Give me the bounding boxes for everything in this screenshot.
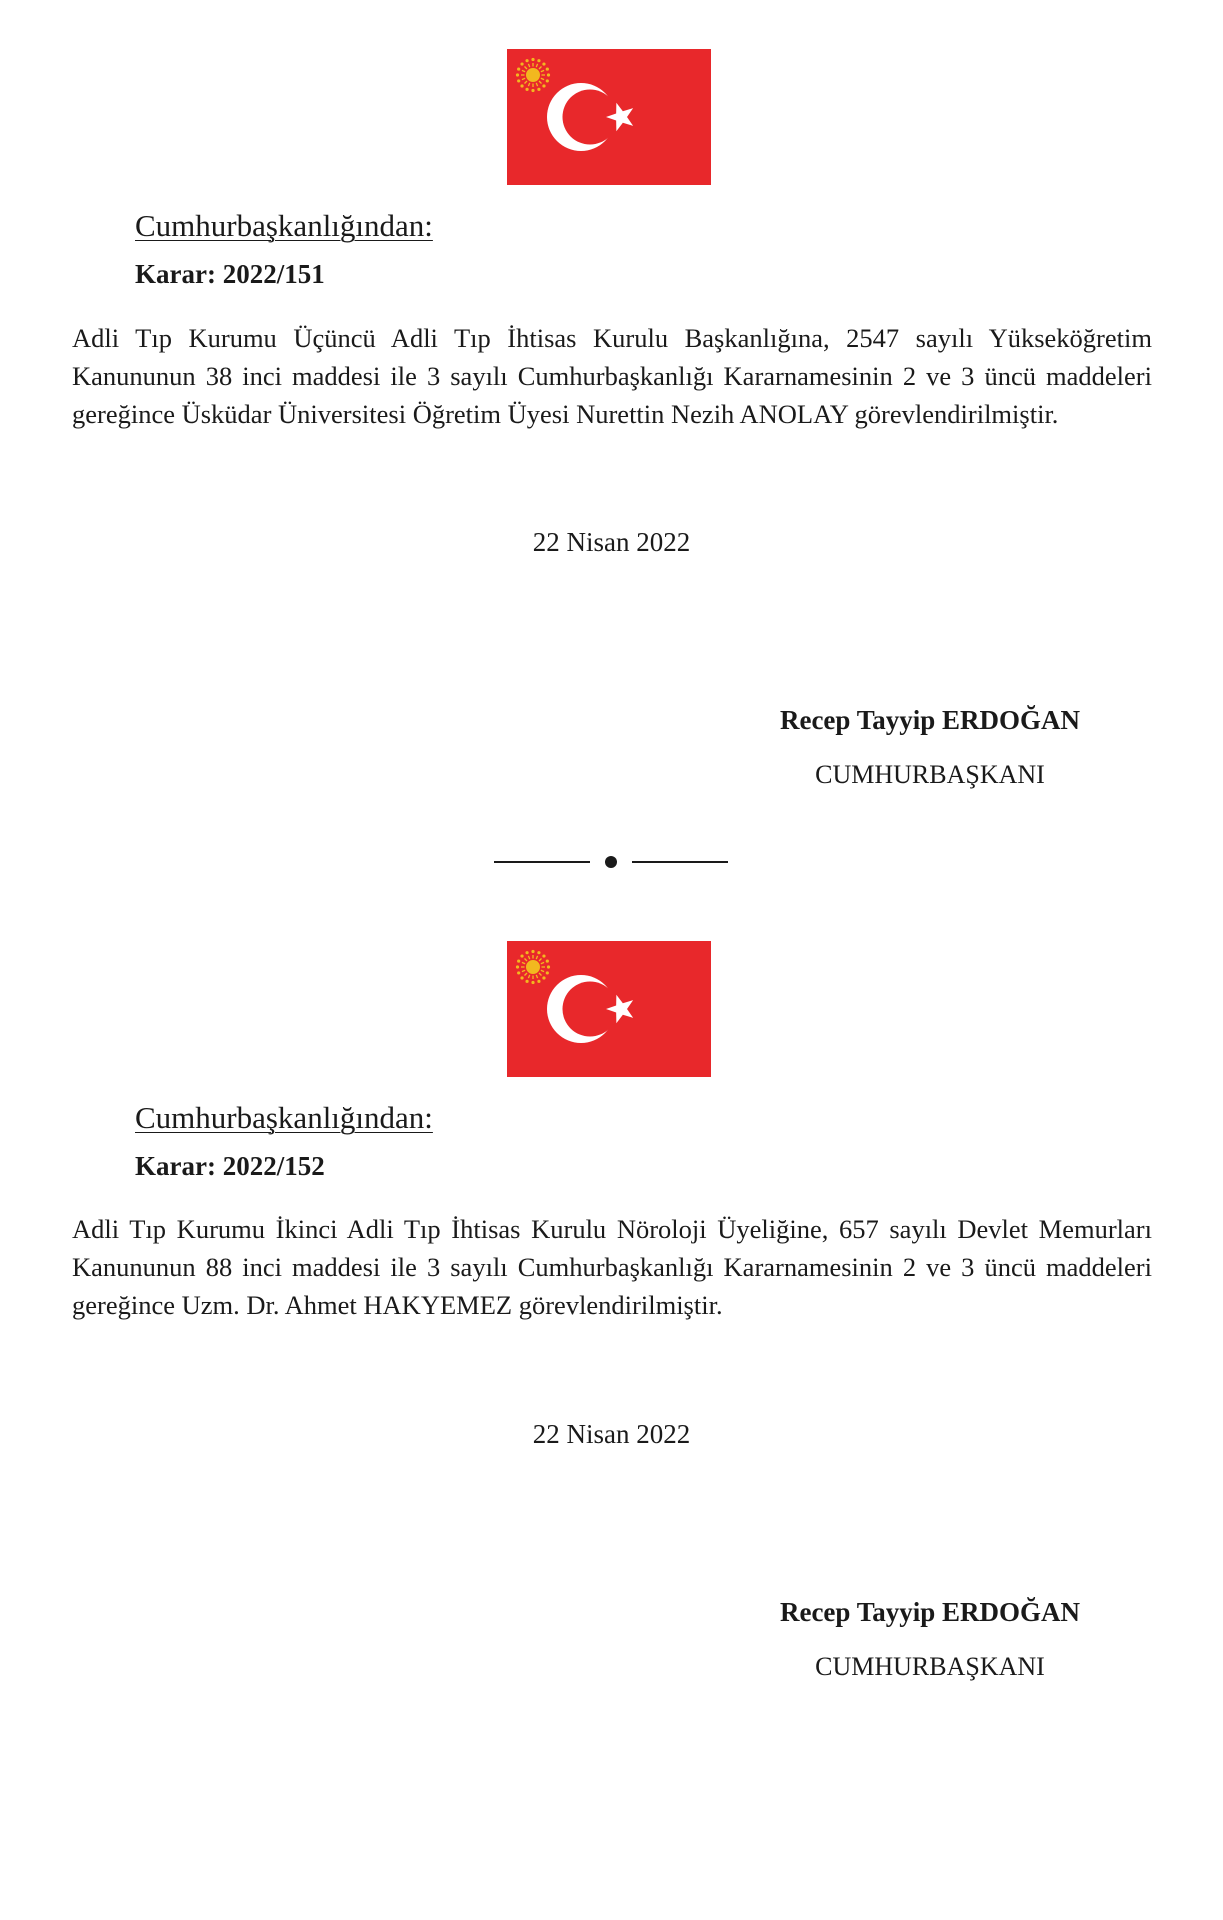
signatory-name: Recep Tayyip ERDOĞAN (779, 705, 1081, 735)
decree-body: Adli Tıp Kurumu Üçüncü Adli Tıp İhtisas Kurulu Başkanlığına, 2547 sayılı Yükseköğretim Kanununun 38 inci maddesi ile 3 sayılı Cumhurbaşkanlığı Kararnamesinin 2 ve 3 üncü maddeleri gereğince Üsküdar Üniversitesi Öğretim Üyesi Nurettin Nezih ANOLAY görevlendirilmiştir. (72, 323, 1152, 429)
flag-emblem-icon (507, 49, 711, 185)
issuer-heading: Cumhurbaşkanlığından: (135, 1100, 433, 1135)
decree-number: Karar: 2022/151 (135, 259, 325, 289)
signatory-title: CUMHURBAŞKANI (815, 1652, 1045, 1681)
section-separator (494, 855, 728, 869)
issuer-heading: Cumhurbaşkanlığından: (135, 208, 433, 243)
separator-line-right (632, 861, 728, 863)
decree-number: Karar: 2022/152 (135, 1151, 325, 1181)
decree-date: 22 Nisan 2022 (532, 527, 691, 557)
separator-line-left (494, 861, 590, 863)
signatory-name: Recep Tayyip ERDOĞAN (779, 1597, 1081, 1627)
presidential-flag (507, 49, 711, 185)
decree-body: Adli Tıp Kurumu İkinci Adli Tıp İhtisas Kurulu Nöroloji Üyeliğine, 657 sayılı Devlet Memurları Kanununun 88 inci maddesi ile 3 sayılı Cumhurbaşkanlığı Kararnamesinin 2 ve 3 üncü maddeleri gereğince Uzm. Dr. Ahmet HAKYEMEZ görevlendirilmiştir. (72, 1214, 1152, 1320)
presidential-flag (507, 941, 711, 1077)
decree-date: 22 Nisan 2022 (532, 1419, 691, 1449)
signatory-title: CUMHURBAŞKANI (815, 760, 1045, 789)
separator-dot-icon (605, 856, 617, 868)
flag-emblem-icon (507, 941, 711, 1077)
